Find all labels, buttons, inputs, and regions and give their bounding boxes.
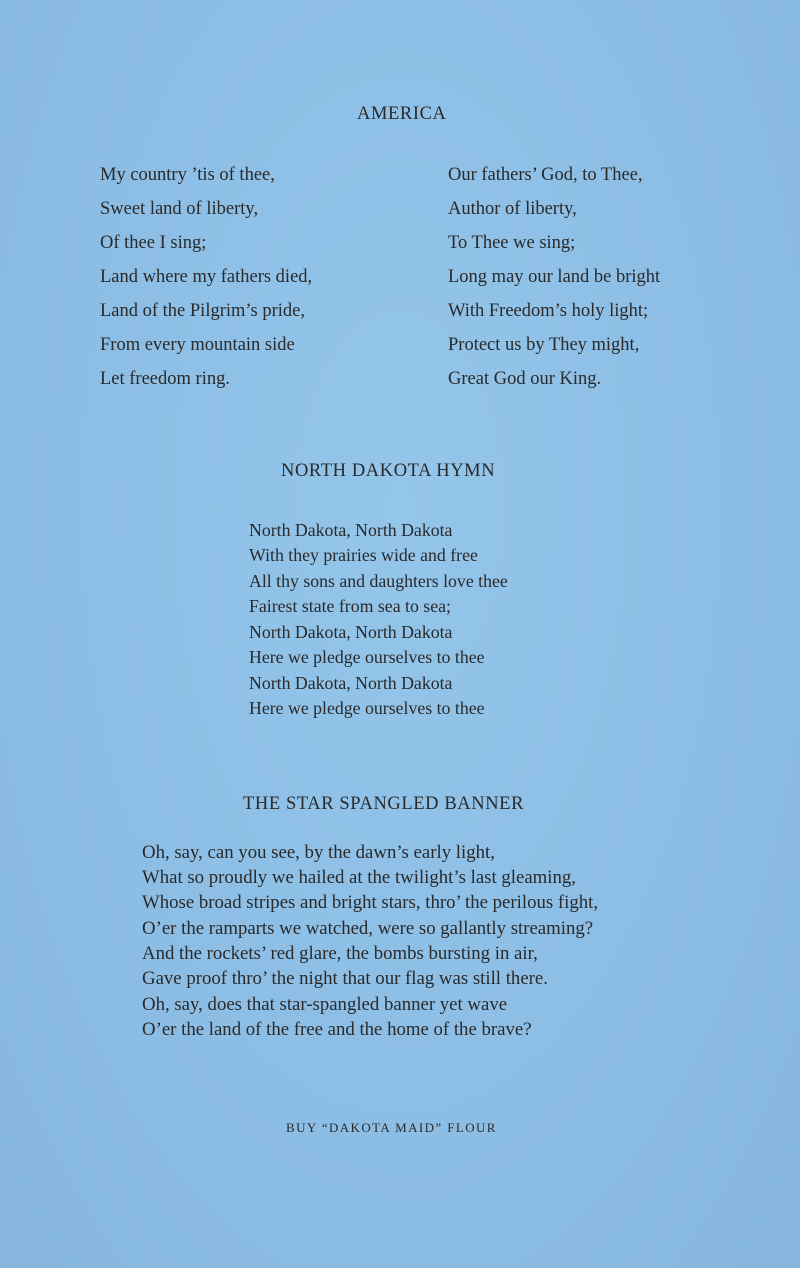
verse-line: Great God our King. (448, 369, 602, 389)
verse-line: To Thee we sing; (448, 233, 576, 253)
verse-line: Here we pledge ourselves to thee (249, 698, 485, 718)
verse-line: All thy sons and daughters love thee (249, 571, 508, 591)
verse-line: Fairest state from sea to sea; (249, 596, 451, 616)
verse-line: Our fathers’ God, to Thee, (448, 165, 643, 185)
verse-line: Protect us by They might, (448, 335, 640, 355)
verse-line: My country ’tis of thee, (100, 165, 275, 185)
verse-line: Sweet land of liberty, (100, 199, 259, 219)
verse-line: Long may our land be bright (448, 267, 661, 287)
verse-line: Land where my fathers died, (100, 267, 313, 287)
america-title: AMERICA (357, 104, 447, 124)
verse-line: North Dakota, North Dakota (249, 673, 453, 693)
verse-line: Here we pledge ourselves to thee (249, 647, 485, 667)
footer-advert: BUY “DAKOTA MAID” FLOUR (286, 1120, 497, 1135)
verse-line: With they prairies wide and free (249, 545, 478, 565)
verse-line: And the rockets’ red glare, the bombs bursting in air, (142, 943, 538, 964)
verse-line: O’er the land of the free and the home of the brave? (142, 1019, 532, 1040)
star-spangled-banner-title: THE STAR SPANGLED BANNER (243, 794, 525, 814)
verse-line: From every mountain side (100, 335, 295, 355)
verse-line: Whose broad stripes and bright stars, thro’ the perilous fight, (142, 892, 599, 913)
verse-line: O’er the ramparts we watched, were so gallantly streaming? (142, 918, 594, 939)
verse-line: Oh, say, does that star-spangled banner yet wave (142, 994, 508, 1015)
verse-line: What so proudly we hailed at the twilight’s last gleaming, (142, 867, 576, 888)
verse-line: North Dakota, North Dakota (249, 520, 453, 540)
verse-line: Land of the Pilgrim’s pride, (100, 301, 306, 321)
verse-line: Oh, say, can you see, by the dawn’s early light, (142, 842, 495, 863)
verse-line: Of thee I sing; (100, 233, 207, 253)
verse-line: Let freedom ring. (100, 369, 230, 389)
verse-line: Author of liberty, (448, 199, 577, 219)
north-dakota-hymn-title: NORTH DAKOTA HYMN (281, 461, 496, 481)
verse-line: With Freedom’s holy light; (448, 301, 649, 321)
verse-line: Gave proof thro’ the night that our flag was still there. (142, 968, 548, 989)
verse-line: North Dakota, North Dakota (249, 622, 453, 642)
